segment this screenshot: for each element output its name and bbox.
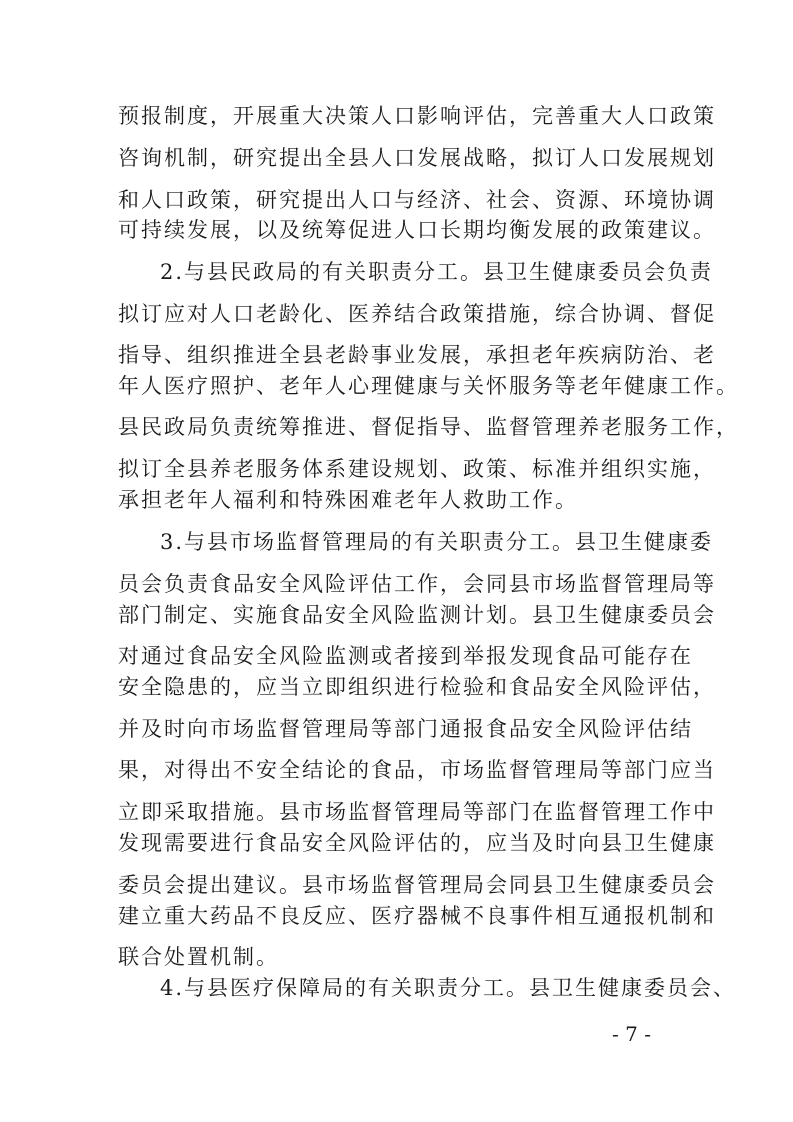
text-line: 拟订全县养老服务体系建设规划、政策、标准并组织实施，: [118, 457, 716, 481]
text-line: 可持续发展，以及统筹促进人口长期均衡发展的政策建议。: [118, 218, 716, 242]
text-line: 预报制度，开展重大决策人口影响评估，完善重大人口政策: [118, 104, 716, 128]
text-line: 指导、组织推进全县老龄事业发展，承担老年疾病防治、老: [118, 343, 716, 367]
paragraph-3-first-line: 3.与县市场监督管理局的有关职责分工。县卫生健康委: [160, 530, 714, 554]
paragraph-4-first-line: 4.与县医疗保障局的有关职责分工。县卫生健康委员会、: [160, 976, 737, 1000]
text-line: 联合处置机制。: [118, 945, 279, 969]
text-line: 和人口政策，研究提出人口与经济、社会、资源、环境协调: [118, 188, 716, 212]
page-number: - 7 -: [612, 1022, 651, 1046]
text-line: 部门制定、实施食品安全风险监测计划。县卫生健康委员会: [118, 603, 716, 627]
text-line: 安全隐患的，应当立即组织进行检验和食品安全风险评估，: [118, 675, 716, 699]
text-line: 并及时向市场监督管理局等部门通报食品安全风险评估结: [118, 717, 693, 741]
text-line: 发现需要进行食品安全风险评估的，应当及时向县卫生健康: [118, 831, 716, 855]
text-line: 承担老年人福利和特殊困难老年人救助工作。: [118, 488, 578, 512]
text-line: 员会负责食品安全风险评估工作，会同县市场监督管理局等: [118, 572, 716, 596]
paragraph-2-first-line: 2.与县民政局的有关职责分工。县卫生健康委员会负责: [160, 260, 714, 284]
text-line: 委员会提出建议。县市场监督管理局会同县卫生健康委员会: [118, 873, 716, 897]
text-line: 对通过食品安全风险监测或者接到举报发现食品可能存在: [118, 644, 693, 668]
text-line: 果，对得出不安全结论的食品，市场监督管理局等部门应当: [118, 758, 716, 782]
text-line: 拟订应对人口老龄化、医养结合政策措施，综合协调、督促: [118, 302, 716, 326]
text-line: 咨询机制，研究提出全县人口发展战略，拟订人口发展规划: [118, 146, 716, 170]
text-line: 年人医疗照护、老年人心理健康与关怀服务等老年健康工作。: [118, 374, 739, 398]
text-line: 立即采取措施。县市场监督管理局等部门在监督管理工作中: [118, 800, 716, 824]
text-line: 建立重大药品不良反应、医疗器械不良事件相互通报机制和: [118, 904, 716, 928]
text-line: 县民政局负责统筹推进、督促指导、监督管理养老服务工作，: [118, 415, 739, 439]
